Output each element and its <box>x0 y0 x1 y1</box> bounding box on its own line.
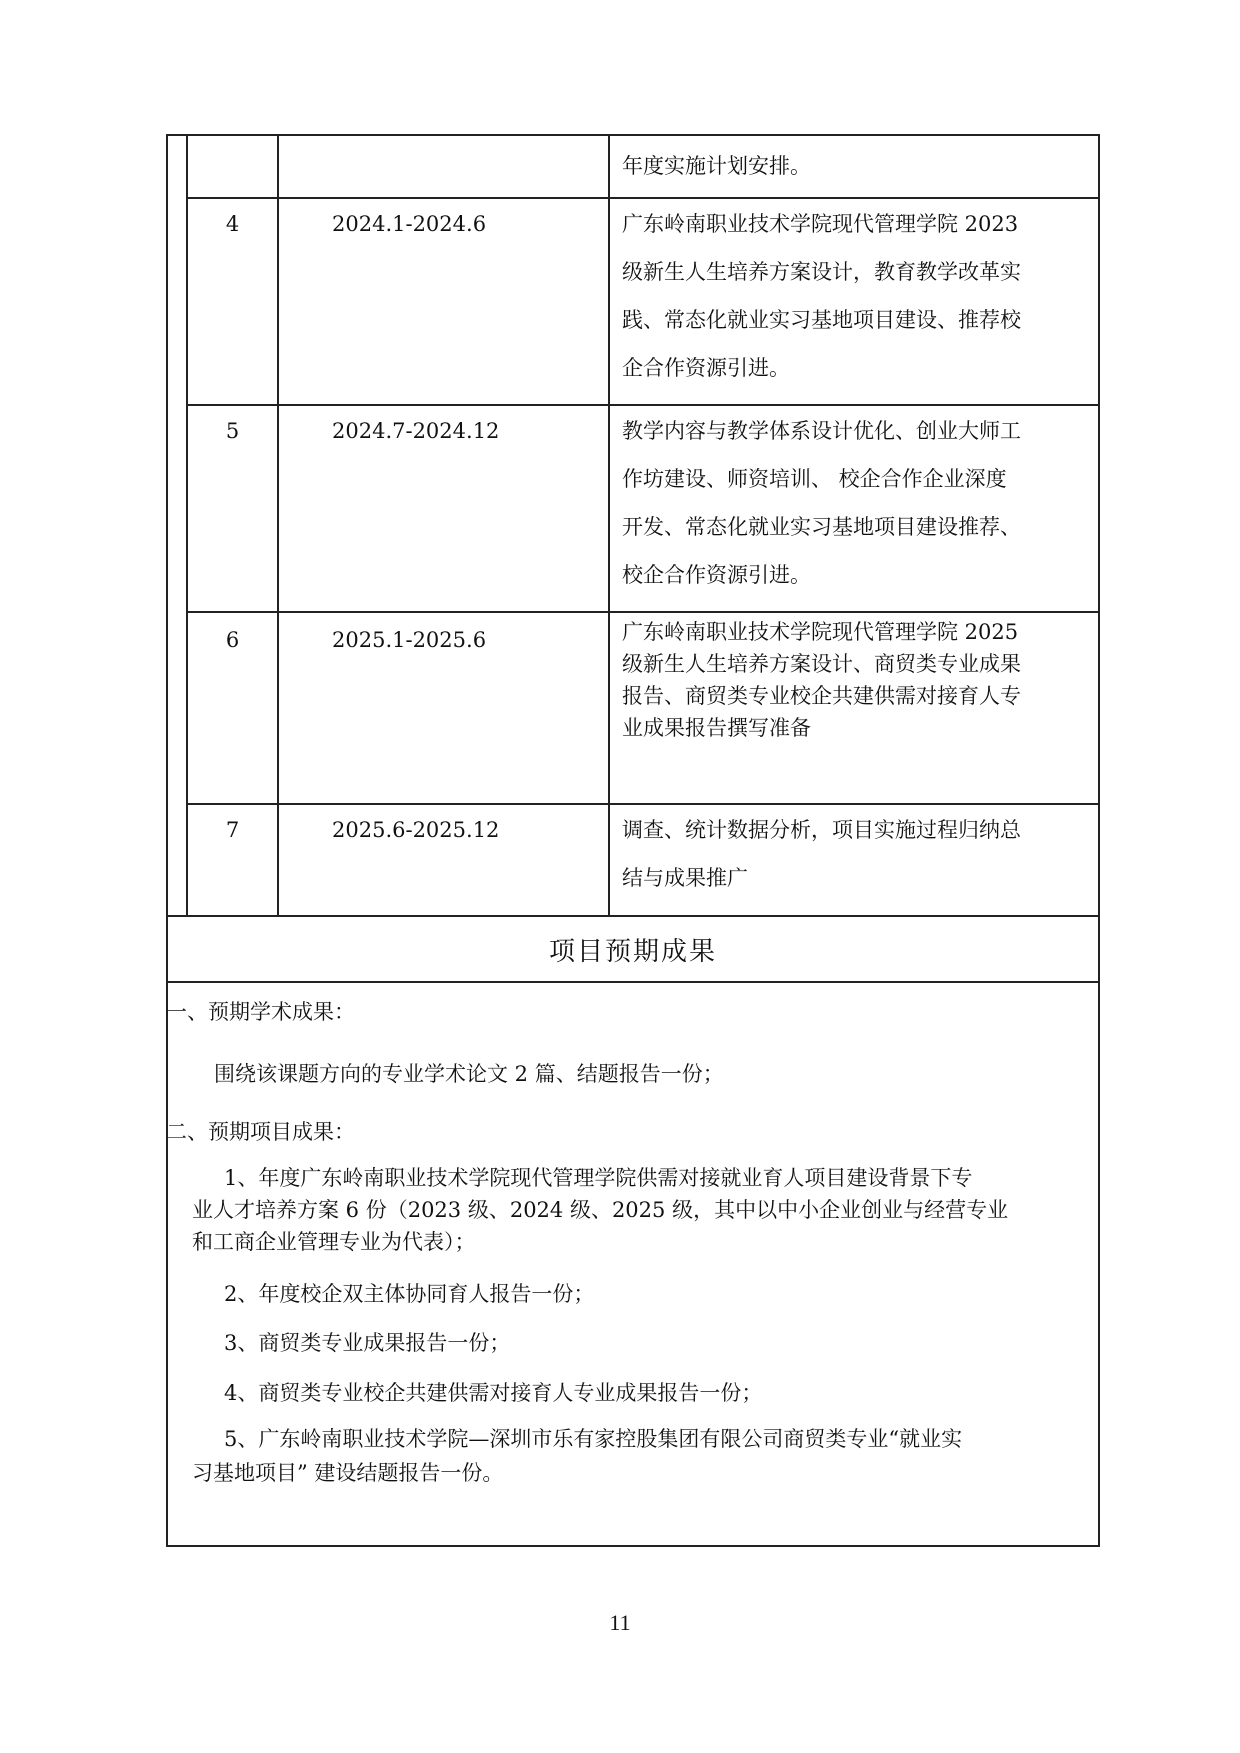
table-outer-left-border <box>166 134 168 1547</box>
table-bottom-border <box>166 1545 1100 1547</box>
schedule-row-7-content-line-2: 结与成果推广 <box>622 866 748 890</box>
table-right-border <box>1098 134 1100 1547</box>
row-divider-2 <box>186 404 1100 406</box>
schedule-row-5-period: 2024.7-2024.12 <box>332 419 500 443</box>
schedule-row-6-content-line-2: 级新生人生培养方案设计、商贸类专业成果 <box>622 652 1021 676</box>
schedule-row-5-content-line-4: 校企合作资源引进。 <box>622 563 811 587</box>
schedule-row-7-index: 7 <box>225 818 240 842</box>
academic-outcomes-item: 围绕该课题方向的专业学术论文 2 篇、结题报告一份； <box>214 1062 724 1086</box>
row-divider-3 <box>186 611 1100 613</box>
schedule-row-4-content-line-2: 级新生人生培养方案设计，教育教学改革实 <box>622 260 1021 284</box>
project-outcome-5-line-2: 习基地项目” 建设结题报告一份。 <box>192 1461 504 1485</box>
project-outcome-3: 3、商贸类专业成果报告一份； <box>224 1331 511 1355</box>
project-outcome-4: 4、商贸类专业校企共建供需对接育人专业成果报告一份； <box>224 1381 763 1405</box>
schedule-row-4-index: 4 <box>225 212 240 236</box>
table-inner-left-border <box>186 134 188 916</box>
schedule-row-4-content-line-4: 企合作资源引进。 <box>622 356 790 380</box>
schedule-row-5-index: 5 <box>225 419 240 443</box>
outcomes-title: 项目预期成果 <box>548 937 717 967</box>
project-outcome-2: 2、年度校企双主体协同育人报告一份； <box>224 1282 595 1306</box>
schedule-row-4-content-line-1: 广东岭南职业技术学院现代管理学院 2023 <box>622 212 1019 236</box>
schedule-bottom-border <box>166 915 1100 917</box>
table-top-border <box>166 134 1100 136</box>
schedule-row-5-content-line-2: 作坊建设、师资培训、 校企合作企业深度 <box>622 467 1007 491</box>
schedule-row-7-period: 2025.6-2025.12 <box>332 818 500 842</box>
project-outcome-5-line-1: 5、广东岭南职业技术学院—深圳市乐有家控股集团有限公司商贸类专业“就业实 <box>224 1427 963 1451</box>
table-col-divider-2 <box>608 134 610 916</box>
schedule-row-6-index: 6 <box>225 628 240 652</box>
outcomes-title-divider <box>166 981 1100 983</box>
schedule-row-4-period: 2024.1-2024.6 <box>332 212 487 236</box>
page-number: 11 <box>609 1610 631 1635</box>
row-divider-4 <box>186 803 1100 805</box>
project-outcome-1-line-2: 业人才培养方案 6 份（2023 级、2024 级、2025 级，其中以中小企业创业与经营专业 <box>192 1198 1009 1222</box>
schedule-row-4-content-line-3: 践、常态化就业实习基地项目建设、推荐校 <box>622 308 1021 332</box>
schedule-row-7-content-line-1: 调查、统计数据分析，项目实施过程归纳总 <box>622 818 1021 842</box>
schedule-row-6-content-line-3: 报告、商贸类专业校企共建供需对接育人专 <box>622 684 1021 708</box>
project-outcome-1-line-3: 和工商企业管理专业为代表）； <box>192 1230 476 1254</box>
schedule-row-6-period: 2025.1-2025.6 <box>332 628 487 652</box>
academic-outcomes-heading: 一、预期学术成果： <box>166 1000 355 1024</box>
schedule-row-5-content-line-3: 开发、常态化就业实习基地项目建设推荐、 <box>622 515 1021 539</box>
schedule-row-6-content-line-1: 广东岭南职业技术学院现代管理学院 2025 <box>622 620 1019 644</box>
schedule-row-0-content-line-1: 年度实施计划安排。 <box>622 154 811 178</box>
schedule-row-6-content-line-4: 业成果报告撰写准备 <box>622 716 811 740</box>
project-outcomes-heading: 二、预期项目成果： <box>166 1120 355 1144</box>
schedule-row-5-content-line-1: 教学内容与教学体系设计优化、创业大师工 <box>622 419 1021 443</box>
row-divider-1 <box>186 197 1100 199</box>
table-col-divider-1 <box>277 134 279 916</box>
project-outcome-1-line-1: 1、年度广东岭南职业技术学院现代管理学院供需对接就业育人项目建设背景下专 <box>224 1166 973 1190</box>
